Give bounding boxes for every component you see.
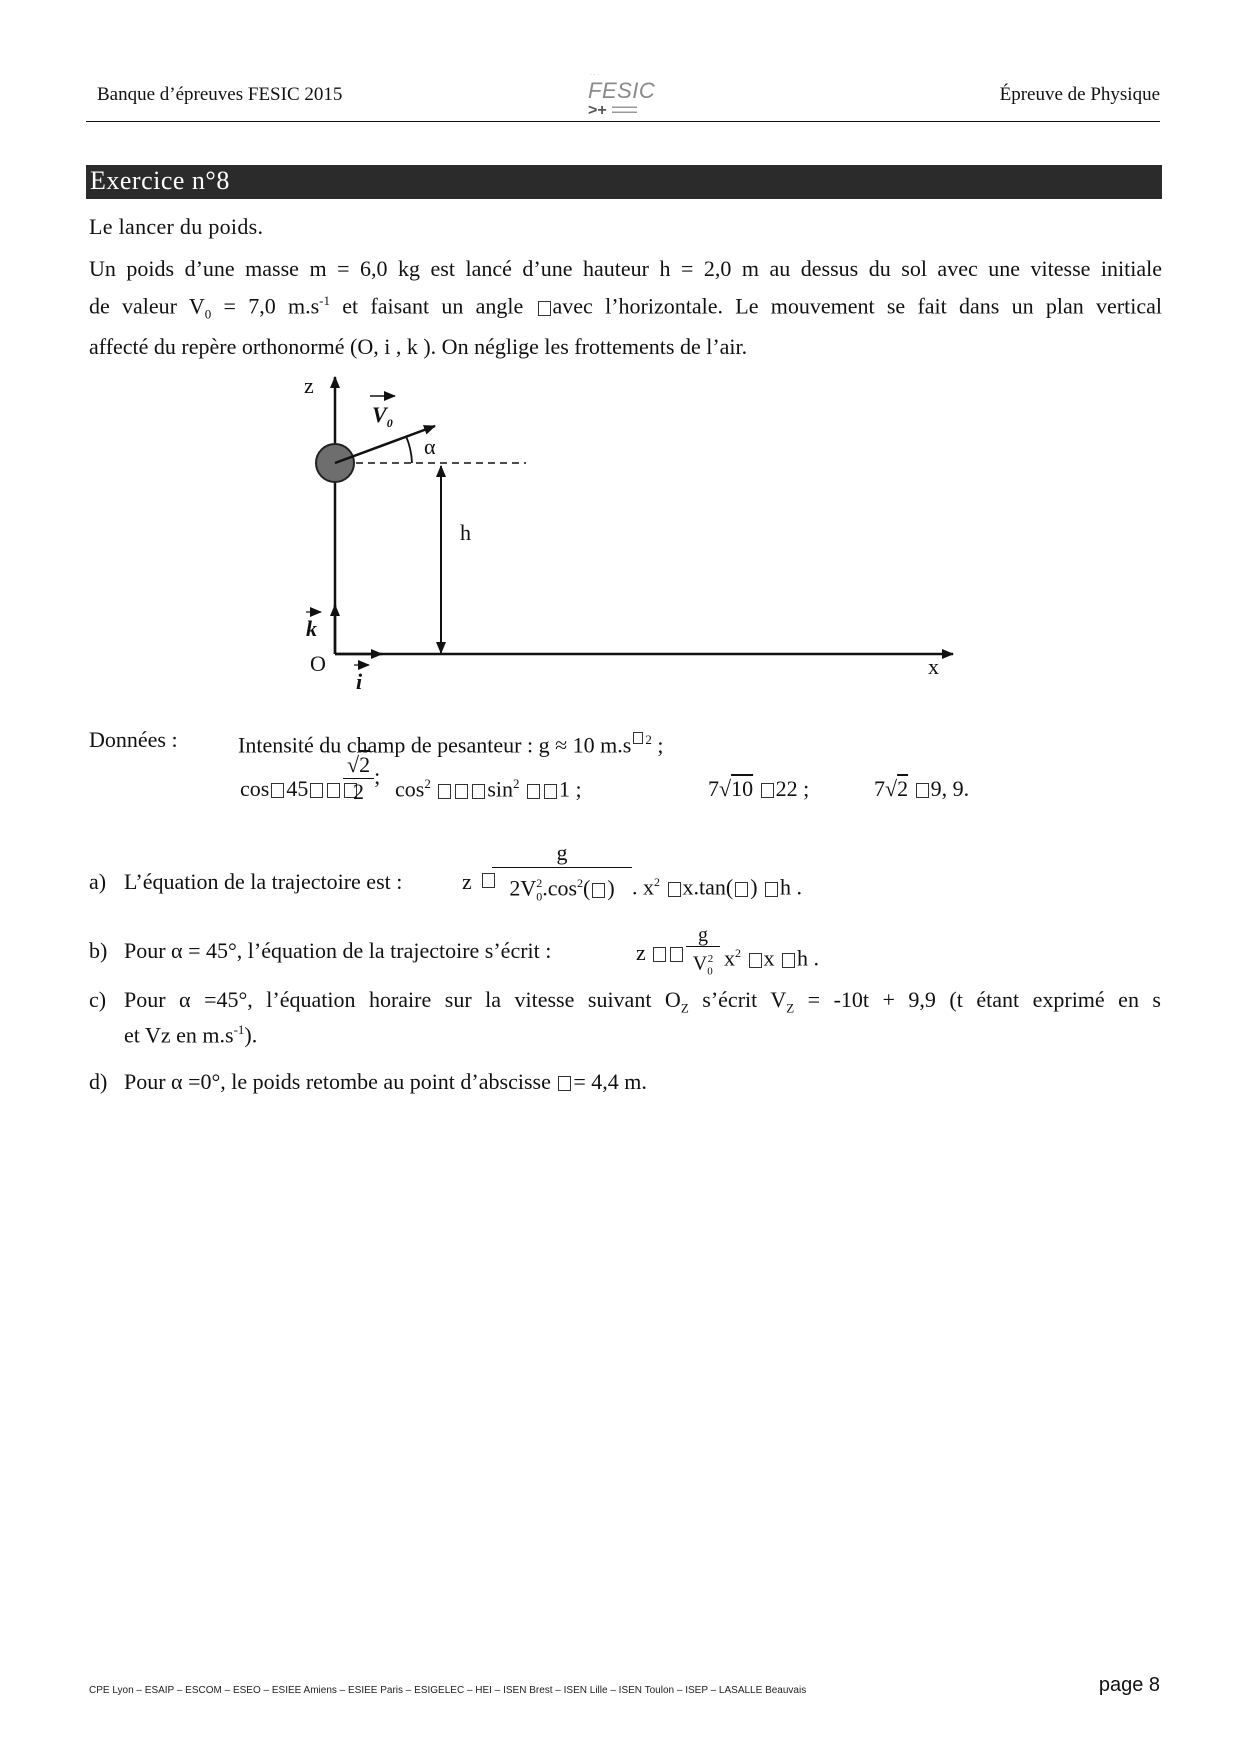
- v0-label: $V_0$: [372, 402, 393, 430]
- v0-exp: -1: [319, 293, 330, 308]
- header-right: Épreuve de Physique: [999, 84, 1160, 105]
- cos45-angle: 45: [286, 776, 309, 801]
- question-c-letter: c): [89, 987, 107, 1012]
- projectile-diagram: [290, 360, 970, 700]
- sqrt2-value: 9, 9.: [930, 776, 970, 801]
- v0-vector: [335, 426, 435, 463]
- question-c-text-2: et Vz en m.s: [124, 1022, 234, 1048]
- paren-close-box: [327, 783, 340, 798]
- question-b-text: Pour α = 45°, l’équation de la trajectoire s’écrit :: [124, 938, 552, 963]
- eq-a-denominator: $2V_0^2.\cos^2$( ): [509, 875, 615, 904]
- statement-line-1: Un poids d’une masse m = 6,0 kg est lancé d’une hauteur h = 2,0 m au dessus du sol avec une vitesse initiale: [89, 256, 1162, 281]
- eq-b-plus-box-2: [782, 953, 795, 968]
- h-label: h: [460, 520, 471, 545]
- eq-a-paren: ): [750, 874, 758, 900]
- eq-b-den-v: V: [692, 952, 708, 975]
- eq-a-alpha-box: [592, 883, 605, 898]
- question-c: [0, 985, 1240, 1055]
- eq-a-den-sup: 2: [536, 876, 543, 890]
- statement-line-2: [89, 285, 1162, 331]
- question-c-text-1b: s’écrit V: [688, 987, 787, 1012]
- logo-tagline-mark: ▬▬▬▬▬ ▬▬▬▬▬: [612, 104, 637, 115]
- identity-end: 1 ;: [559, 776, 582, 802]
- plus-box: [472, 784, 485, 799]
- logo-text: FESIC: [588, 78, 656, 103]
- statement-line-2-end: avec l’horizontale. Le mouvement se fait dans un plan vertical: [552, 293, 1163, 319]
- approx-box: [761, 783, 774, 798]
- sqrt2-approx: 7√2 9, 9.: [874, 776, 970, 801]
- exercise-statement: [89, 253, 1162, 363]
- fesic-logo: [584, 72, 676, 120]
- z-label: z: [304, 373, 314, 398]
- eq-a-den-pre: 2V: [509, 875, 537, 901]
- header-left: Banque d’épreuves FESIC 2015: [97, 84, 343, 105]
- fraction-denominator: 2: [353, 779, 365, 804]
- page-number: page 8: [1098, 1674, 1160, 1696]
- eq-b-numerator: g: [686, 924, 720, 947]
- eq-b-equals-box: [653, 947, 666, 962]
- sin2-exp: 2: [513, 776, 520, 791]
- eq-b-denominator: [686, 947, 720, 984]
- cos2-label: cos: [395, 776, 425, 802]
- eq-a-h: h: [780, 874, 792, 900]
- fraction-numerator: √2: [343, 752, 374, 779]
- alpha-arc: [406, 436, 412, 463]
- fraction: [343, 752, 374, 805]
- eq-b-tail: [724, 938, 819, 973]
- paren-box: [271, 783, 284, 798]
- question-d-end: = 4,4 m.: [573, 1069, 647, 1094]
- eq-b-den-sup: 2: [707, 953, 714, 965]
- eq-b-den-sub: 0: [707, 965, 713, 978]
- question-c-sub-2: Z: [786, 1000, 795, 1016]
- sqrt2b-radicand: 2: [897, 776, 909, 801]
- eq-a-numerator: g: [492, 839, 632, 868]
- eq-b-fraction: [686, 924, 720, 984]
- question-a-text: L’équation de la trajectoire est :: [124, 869, 403, 894]
- cos2-exp: 2: [424, 776, 431, 791]
- alpha-label: α: [424, 434, 436, 459]
- question-d-text: Pour α =0°, le poids retombe au point d’abscisse: [124, 1069, 551, 1094]
- i-label: i: [356, 669, 363, 694]
- question-a: [0, 840, 1240, 923]
- question-d-content: [124, 1067, 647, 1097]
- gravity-text: Intensité du champ de pesanteur : g ≈ 10 m.s: [238, 732, 632, 758]
- eq-a-plus-box-2: [765, 882, 778, 897]
- alpha-box-2: [527, 784, 540, 799]
- eq-a-tan-alpha-box: [735, 882, 748, 897]
- statement-line-3-end: ). On néglige les frottements de l’air.: [423, 333, 748, 359]
- logo-small-text: · · ·: [590, 72, 600, 78]
- eq-a-den-cos: .cos: [542, 875, 578, 901]
- sin2-label: sin: [487, 776, 514, 802]
- footer-schools: CPE Lyon – ESAIP – ESCOM – ESEO – ESIEE Amiens – ESIEE Paris – ESIGELEC – HEI – ISEN Brest – ISEN Lille – ISEN Toulon – ISEP – LASALLE Beauvais: [89, 1685, 807, 1696]
- eq-b-end: .: [813, 945, 819, 971]
- eq-a-z: z: [462, 869, 472, 894]
- cos-label: cos: [240, 776, 270, 801]
- eq-a-tan: x.tan(: [682, 874, 734, 900]
- eq-b-z: z: [636, 940, 646, 965]
- exercise-subtitle: Le lancer du poids.: [89, 214, 264, 239]
- sqrt10-radicand: 10: [731, 776, 754, 801]
- cos45-expression: [240, 776, 359, 802]
- eq-b-minus-box: [670, 947, 683, 962]
- logo-arrow: >+: [588, 102, 607, 119]
- header-rule: [86, 121, 1160, 122]
- exercise-title-bar: [86, 165, 1162, 199]
- sqrt10-value: 22 ;: [775, 776, 810, 801]
- data-label: Données :: [89, 727, 178, 752]
- alpha-box: [455, 784, 468, 799]
- sqrt10-approx: 7√10 22 ;: [708, 776, 810, 801]
- eq-b-lhs: [636, 938, 685, 968]
- degree-box: [310, 783, 323, 798]
- eq-a-plus-box: [668, 882, 681, 897]
- math-data-row: [238, 752, 1138, 822]
- sqrt2-over-2: $\frac{√2}{2}$ ;: [343, 752, 380, 805]
- v0-value: = 7,0 m.s: [211, 293, 320, 319]
- sqrt2-coef: 7: [874, 776, 885, 801]
- question-d-symbol-box: [558, 1076, 571, 1091]
- exercise-title: Exercice n°8: [90, 166, 230, 195]
- statement-line-3: affecté du repère orthonormé (O, i , k ). On néglige les frottements de l’air.: [89, 333, 748, 359]
- eq-a-den-cos-sup: 2: [577, 876, 584, 890]
- question-c-text-1c: = -10t + 9,9 (t étant exprimé en s: [794, 987, 1161, 1012]
- eq-b-x2-sup: 2: [735, 946, 741, 960]
- sqrt10-coef: 7: [708, 776, 719, 801]
- vector-i-text: i: [384, 333, 391, 359]
- question-c-line-2: [124, 1015, 257, 1050]
- eq-a-end: .: [796, 874, 803, 900]
- eq-a-x2-sup: 2: [654, 875, 660, 889]
- trig-identity: [395, 776, 582, 802]
- k-label: k: [306, 616, 317, 641]
- question-d-letter: d): [89, 1069, 108, 1094]
- question-a-letter: a): [89, 869, 107, 894]
- eq-a-den-sub: 0: [536, 889, 543, 904]
- approx-box-2: [916, 783, 929, 798]
- v0-sub: 0: [204, 306, 212, 322]
- eq-b-x2: x: [724, 945, 735, 971]
- minus-placeholder-box: [633, 732, 643, 744]
- eq-b-plus-box: [749, 953, 762, 968]
- question-c-line-1: [124, 985, 1161, 1023]
- eq-a-x2: . x: [632, 874, 654, 900]
- eq-a-tail: [632, 867, 802, 902]
- paren-box-2: [438, 784, 451, 799]
- gravity-exp: 2: [645, 732, 652, 747]
- statement-frame-text: affecté du repère orthonormé (O,: [89, 333, 379, 359]
- vector-k-text: k: [406, 333, 418, 359]
- gravity-end: ;: [651, 732, 664, 758]
- question-c-sub-1: Z: [680, 1000, 689, 1016]
- eq-b-h: h: [797, 945, 808, 971]
- statement-angle-text: et faisant un angle: [342, 293, 524, 319]
- question-c-end: ).: [244, 1022, 258, 1048]
- eq-a-fraction: [492, 839, 632, 912]
- eq-b-x: x: [763, 945, 775, 971]
- origin-label: O: [310, 651, 326, 676]
- question-d: [0, 1067, 1240, 1101]
- v0-prefix: de valeur V: [89, 293, 205, 319]
- sqrt2-radicand: 2: [359, 752, 371, 777]
- question-c-exp: -1: [233, 1022, 245, 1037]
- x-label: x: [928, 654, 939, 679]
- question-c-text-1: Pour α =45°, l’équation horaire sur la vitesse suivant O: [124, 987, 681, 1012]
- alpha-placeholder-box: [538, 301, 551, 316]
- question-b-letter: b): [89, 938, 108, 963]
- equals-box-2: [544, 784, 557, 799]
